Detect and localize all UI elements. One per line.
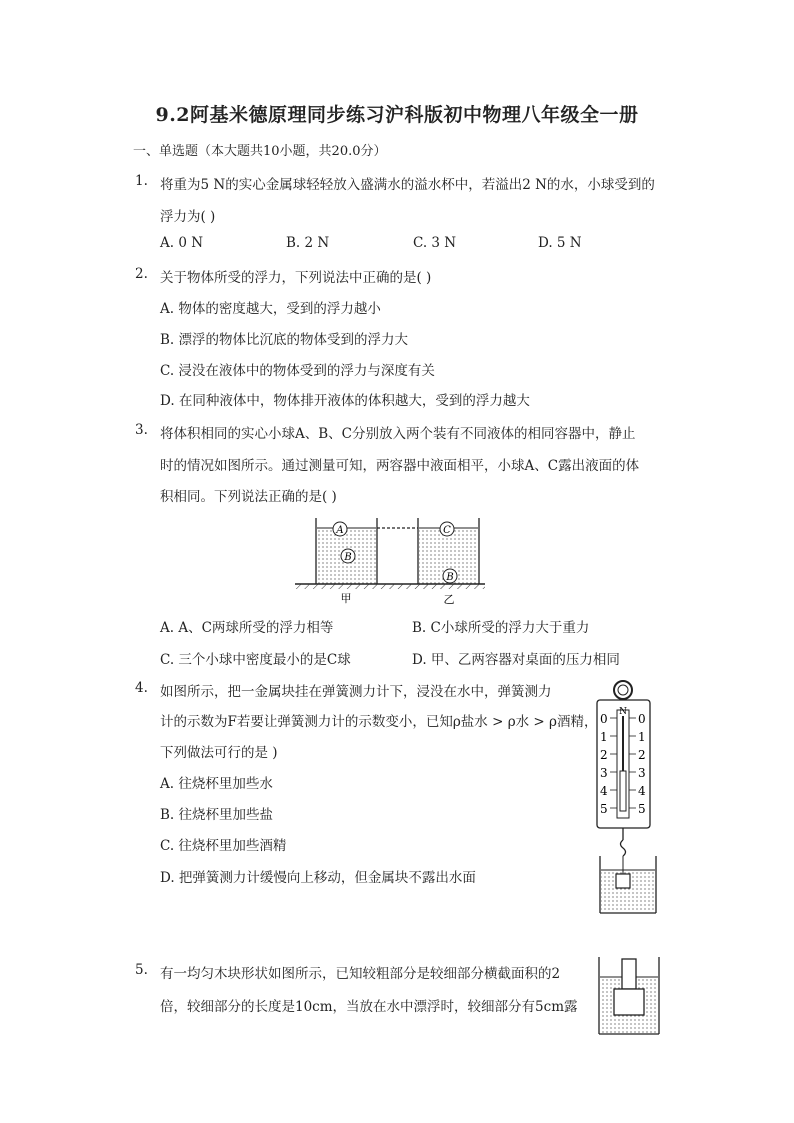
option-d: D. 在同种液体中，物体排开液体的体积越大，受到的浮力越大 bbox=[160, 393, 530, 409]
question-text: 时的情况如图所示。通过测量可知，两容器中液面相平，小球A、C露出液面的体 bbox=[160, 458, 640, 474]
question-text: 积相同。下列说法正确的是( ) bbox=[160, 489, 337, 505]
ball-a-label: A bbox=[336, 525, 344, 536]
question-text: 浮力为( ) bbox=[160, 209, 216, 225]
question-text: 如图所示，把一金属块挂在弹簧测力计下，浸没在水中，弹簧测力 bbox=[160, 684, 552, 700]
question-text: 下列做法可行的是 ) bbox=[160, 745, 278, 761]
option-b: B. 往烧杯里加些盐 bbox=[160, 807, 274, 823]
scale-tick-label: 1 bbox=[638, 730, 646, 744]
option-c: C. 往烧杯里加些酒精 bbox=[160, 838, 287, 854]
option-a: A. A、C两球所受的浮力相等 bbox=[160, 620, 334, 636]
question-text: 有一均匀木块形状如图所示，已知较粗部分是较细部分横截面积的2 bbox=[160, 966, 561, 982]
question-text: 将重为5 N的实心金属球轻轻放入盛满水的溢水杯中，若溢出2 N的水，小球受到的 bbox=[160, 177, 655, 193]
page-title: 9.2阿基米德原理同步练习沪科版初中物理八年级全一册 bbox=[155, 104, 639, 126]
option-d: D. 把弹簧测力计缓慢向上移动，但金属块不露出水面 bbox=[160, 870, 476, 886]
option-c: C. 三个小球中密度最小的是C球 bbox=[160, 652, 351, 668]
scale-tick-label: 5 bbox=[638, 802, 646, 816]
question-number: 4. bbox=[135, 680, 148, 696]
container-left-label: 甲 bbox=[340, 592, 352, 605]
option-d: D. 甲、乙两容器对桌面的压力相同 bbox=[412, 652, 620, 668]
question-text: 倍，较细部分的长度是10cm，当放在水中漂浮时，较细部分有5cm露 bbox=[160, 999, 578, 1015]
spring-scale-figure bbox=[592, 676, 662, 916]
question-number: 1. bbox=[135, 173, 148, 189]
question-text: 将体积相同的实心小球A、B、C分别放入两个装有不同液体的相同容器中，静止 bbox=[160, 426, 636, 442]
scale-tick-label: 2 bbox=[638, 748, 646, 762]
question-text: 计的示数为F若要让弹簧测力计的示数变小，已知ρ盐水 > ρ水 > ρ酒精， bbox=[160, 714, 598, 730]
option-b: B. 2 N bbox=[286, 235, 330, 251]
section-heading: 一、单选题（本大题共10小题，共20.0分） bbox=[133, 144, 387, 159]
scale-tick-label: 2 bbox=[600, 748, 608, 762]
scale-tick-label: 1 bbox=[600, 730, 608, 744]
wood-block-thick bbox=[614, 989, 644, 1015]
option-a: A. 往烧杯里加些水 bbox=[160, 776, 273, 792]
scale-tick-label: 5 bbox=[600, 802, 608, 816]
scale-tick-label: 3 bbox=[600, 766, 608, 780]
question-number: 5. bbox=[135, 962, 148, 978]
option-b: B. 漂浮的物体比沉底的物体受到的浮力大 bbox=[160, 332, 409, 348]
question-text: 关于物体所受的浮力，下列说法中正确的是( ) bbox=[160, 270, 432, 286]
option-a: A. 物体的密度越大，受到的浮力越小 bbox=[160, 301, 381, 317]
option-c: C. 浸没在液体中的物体受到的浮力与深度有关 bbox=[160, 363, 435, 379]
option-b: B. C小球所受的浮力大于重力 bbox=[412, 620, 590, 636]
question-number: 2. bbox=[135, 266, 148, 282]
ball-b-label: B bbox=[446, 572, 454, 583]
containers-figure bbox=[290, 510, 490, 605]
question-number: 3. bbox=[135, 422, 148, 438]
container-right-label: 乙 bbox=[443, 593, 455, 605]
scale-unit-label: N bbox=[619, 707, 627, 717]
wood-block-figure bbox=[594, 955, 664, 1037]
ball-b-label: B bbox=[344, 552, 352, 563]
metal-block bbox=[616, 874, 630, 888]
option-c: C. 3 N bbox=[413, 235, 457, 251]
scale-tick-label: 4 bbox=[638, 784, 646, 798]
scale-tick-label: 3 bbox=[638, 766, 646, 780]
ball-c-label: C bbox=[443, 525, 451, 536]
scale-tick-label: 4 bbox=[600, 784, 608, 798]
scale-tick-label: 0 bbox=[638, 712, 646, 726]
option-d: D. 5 N bbox=[538, 235, 582, 251]
scale-tick-label: 0 bbox=[600, 712, 608, 726]
wood-block-thin bbox=[622, 959, 636, 989]
option-a: A. 0 N bbox=[160, 235, 204, 251]
